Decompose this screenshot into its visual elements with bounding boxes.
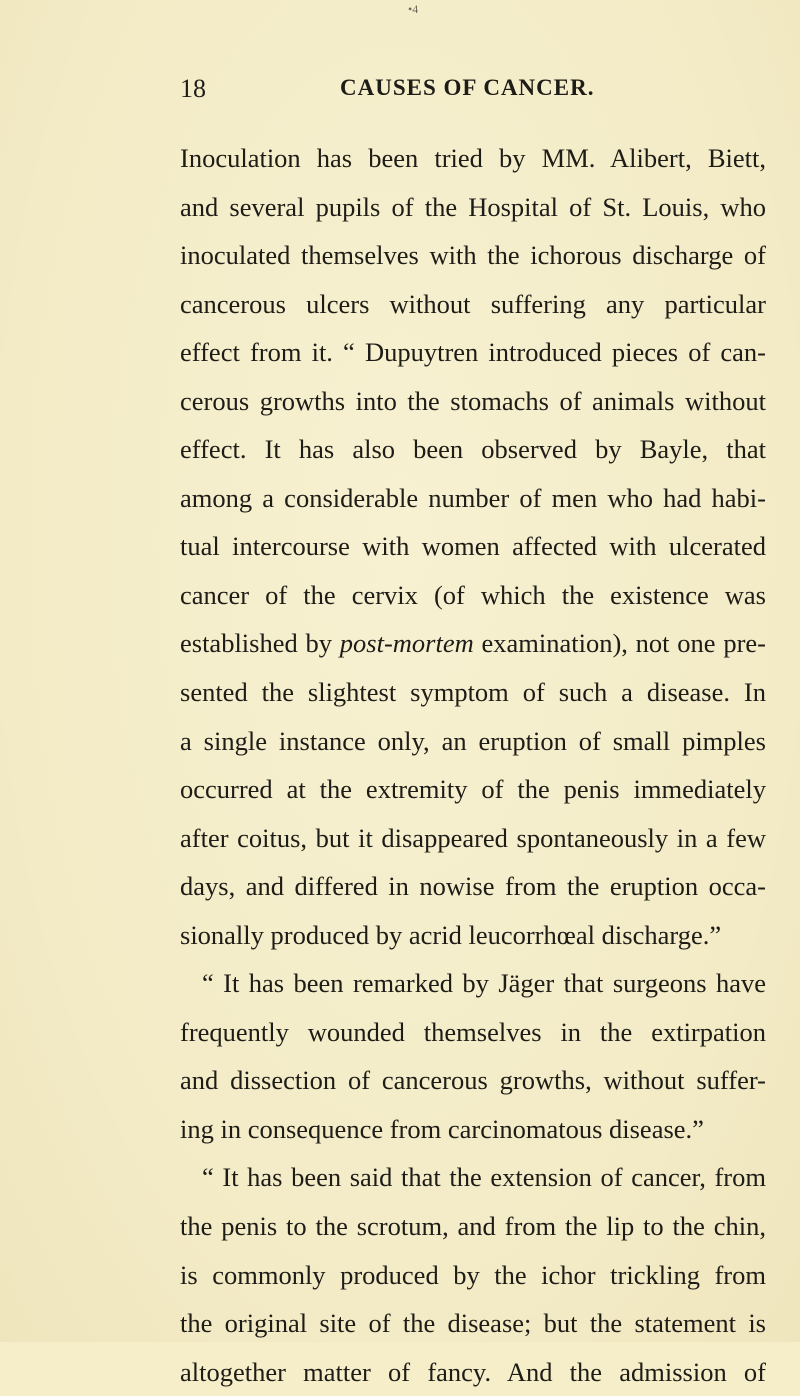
text-line: sented the slightest symptom of such a disease. In	[180, 677, 766, 708]
page-number: 18	[180, 74, 206, 103]
text-line: among a considerable number of men who had habi-	[180, 482, 766, 513]
text-line: a single instance only, an eruption of small pimples	[180, 725, 766, 756]
text-segment: established by	[180, 628, 340, 659]
text-line: occurred at the extremity of the penis immediately	[180, 774, 766, 805]
text-line: the penis to the scrotum, and from the lip to the chin,	[180, 1211, 766, 1242]
text-line: cerous growths into the stomachs of animals without	[180, 385, 766, 416]
text-line: altogether matter of fancy. And the admission of	[180, 1356, 766, 1387]
text-line: days, and differed in nowise from the eruption occa-	[180, 871, 766, 902]
italic-term: post-mortem	[339, 628, 474, 659]
text-line: “ It has been remarked by Jäger that surgeons have	[202, 968, 766, 999]
text-line: cancer of the cervix (of which the existence was	[180, 579, 766, 610]
text-line: ing in consequence from carcinomatous disease.”	[180, 1113, 704, 1144]
text-line: effect from it. “ Dupuytren introduced pieces of can-	[180, 337, 766, 368]
top-mark: •4	[408, 2, 419, 16]
text-line	[180, 619, 766, 668]
body-text	[180, 134, 766, 1396]
text-line: and dissection of cancerous growths, without suffer-	[180, 1065, 766, 1096]
text-line: is commonly produced by the ichor trickling from	[180, 1259, 766, 1290]
text-line: after coitus, but it disappeared spontaneously in a few	[180, 822, 766, 853]
text-line: Inoculation has been tried by MM. Alibert, Biett,	[180, 143, 766, 173]
text-line: tual intercourse with women affected with ulcerated	[180, 531, 766, 562]
page-header	[180, 74, 760, 114]
text-line: frequently wounded themselves in the extirpation	[180, 1016, 766, 1047]
running-head: CAUSES OF CANCER.	[340, 75, 595, 100]
text-line: cancerous ulcers without suffering any particular	[180, 288, 766, 319]
text-line: and several pupils of the Hospital of St. Louis, who	[180, 191, 766, 222]
text-line: the original site of the disease; but the statement is	[180, 1308, 766, 1339]
text-line: “ It has been said that the extension of cancer, from	[202, 1162, 766, 1193]
text-line: sionally produced by acrid leucorrhœal discharge.”	[180, 919, 722, 950]
text-line: inoculated themselves with the ichorous discharge of	[180, 240, 766, 271]
text-segment: examination), not one pre-	[473, 628, 766, 659]
text-line: effect. It has also been observed by Bayle, that	[180, 434, 766, 465]
